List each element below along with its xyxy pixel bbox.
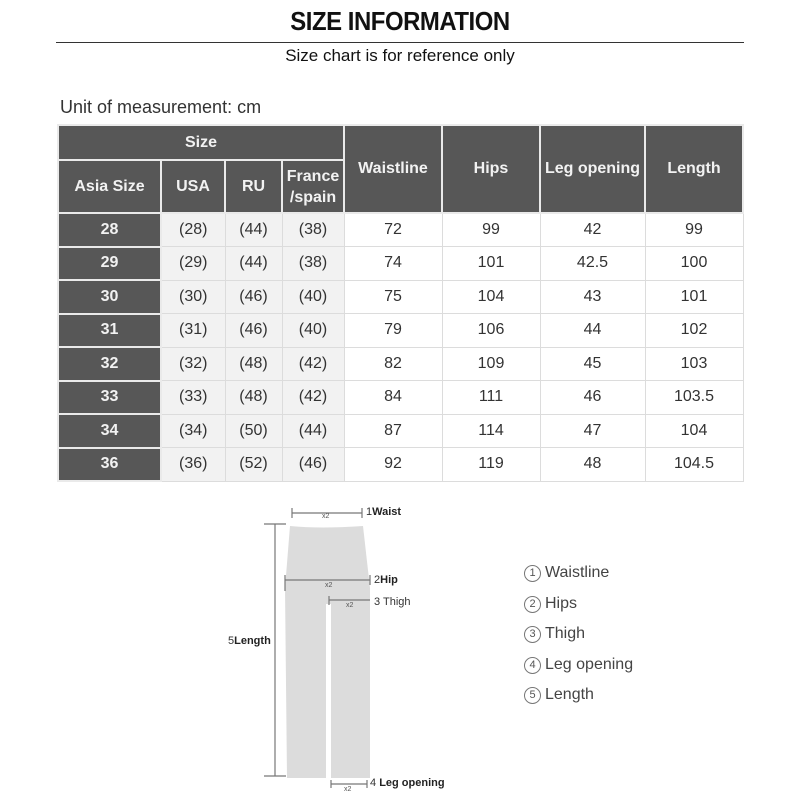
label-leg-opening [370,777,445,789]
legend-text: Hips [545,594,578,612]
cell-france: (38) [282,247,344,281]
circled-number-icon: 5 [524,687,541,704]
col-hips: Hips [442,125,540,213]
col-length: Length [645,125,743,213]
cell-length: 104 [645,414,743,448]
legend-item [524,621,633,652]
num-icon: 4 [370,777,377,789]
cell-ru: (44) [225,247,282,281]
cell-leg-opening: 48 [540,448,645,482]
cell-waistline: 84 [344,381,442,415]
france-line: France [286,167,340,185]
cell-ru: (48) [225,347,282,381]
cell-ru: (44) [225,213,282,247]
cell-france: (40) [282,280,344,314]
cell-usa: (30) [161,280,225,314]
x2-hip: x2 [325,582,333,589]
legend-text: Leg opening [545,655,634,673]
unit-label: Unit of measurement: cm [60,97,262,117]
legend-item [524,652,633,683]
num-icon: 2 [374,574,381,586]
col-ru: RU [225,160,282,213]
circled-number-icon: 1 [524,565,541,582]
cell-waistline: 72 [344,213,442,247]
cell-asia-size: 33 [58,381,161,415]
cell-ru: (46) [225,314,282,348]
cell-france: (42) [282,347,344,381]
cell-length: 103.5 [645,381,743,415]
cell-usa: (36) [161,448,225,482]
measurement-legend [524,560,633,713]
cell-usa: (34) [161,414,225,448]
cell-france: (38) [282,213,344,247]
page-title: SIZE INFORMATION [290,6,510,36]
cell-ru: (48) [225,381,282,415]
cell-usa: (31) [161,314,225,348]
label-text: Waist [372,506,402,518]
cell-asia-size: 32 [58,347,161,381]
cell-hips: 114 [442,414,540,448]
cell-france: (40) [282,314,344,348]
cell-waistline: 87 [344,414,442,448]
cell-length: 99 [645,213,743,247]
cell-leg-opening: 46 [540,381,645,415]
circled-number-icon: 4 [524,657,541,674]
cell-usa: (29) [161,247,225,281]
cell-waistline: 75 [344,280,442,314]
cell-waistline: 79 [344,314,442,348]
cell-length: 103 [645,347,743,381]
cell-usa: (33) [161,381,225,415]
legend-text: Length [545,686,594,703]
label-text: Length [234,635,271,647]
legend-item [524,560,633,591]
cell-hips: 109 [442,347,540,381]
num-icon: 3 [374,596,381,608]
label-length [228,635,271,647]
col-waistline: Waistline [344,125,442,213]
cell-hips: 106 [442,314,540,348]
cell-leg-opening: 45 [540,347,645,381]
legend-text: Waistline [545,564,610,581]
col-leg-opening: Leg opening [540,125,645,213]
cell-france: (46) [282,448,344,482]
cell-asia-size: 29 [58,247,161,281]
cell-length: 102 [645,314,743,348]
label-hip [374,574,398,586]
cell-hips: 101 [442,247,540,281]
cell-length: 100 [645,247,743,281]
cell-hips: 104 [442,280,540,314]
x2-leg: x2 [344,786,352,793]
cell-ru: (50) [225,414,282,448]
circled-number-icon: 3 [524,626,541,643]
col-asia-size: Asia Size [58,160,161,213]
cell-usa: (32) [161,347,225,381]
label-waist [366,506,401,518]
label-text: Leg opening [379,777,445,789]
cell-length: 101 [645,280,743,314]
spain-line: /spain [289,188,337,206]
cell-hips: 119 [442,448,540,482]
subtitle: Size chart is for reference only [285,46,515,65]
legend-text: Thigh [545,625,586,642]
num-icon: 1 [366,506,373,518]
legend-item [524,591,633,622]
cell-ru: (52) [225,448,282,482]
cell-france: (44) [282,414,344,448]
label-thigh [374,596,411,608]
circled-number-icon: 2 [524,596,541,613]
cell-leg-opening: 44 [540,314,645,348]
size-group-header: Size [58,125,344,160]
cell-asia-size: 28 [58,213,161,247]
cell-waistline: 82 [344,347,442,381]
label-text: Hip [380,574,398,586]
cell-length: 104.5 [645,448,743,482]
cell-leg-opening: 43 [540,280,645,314]
num-icon: 5 [228,635,235,647]
cell-france: (42) [282,381,344,415]
cell-waistline: 74 [344,247,442,281]
cell-asia-size: 36 [58,448,161,482]
cell-leg-opening: 42 [540,213,645,247]
cell-asia-size: 30 [58,280,161,314]
label-text: Thigh [382,596,411,608]
cell-ru: (46) [225,280,282,314]
x2-waist: x2 [322,513,330,520]
pants-silhouette [285,526,370,778]
cell-hips: 99 [442,213,540,247]
cell-waistline: 92 [344,448,442,482]
cell-leg-opening: 47 [540,414,645,448]
cell-asia-size: 31 [58,314,161,348]
col-usa: USA [161,160,225,213]
cell-leg-opening: 42.5 [540,247,645,281]
x2-thigh: x2 [346,602,354,609]
cell-hips: 111 [442,381,540,415]
legend-item [524,682,633,713]
cell-asia-size: 34 [58,414,161,448]
cell-usa: (28) [161,213,225,247]
